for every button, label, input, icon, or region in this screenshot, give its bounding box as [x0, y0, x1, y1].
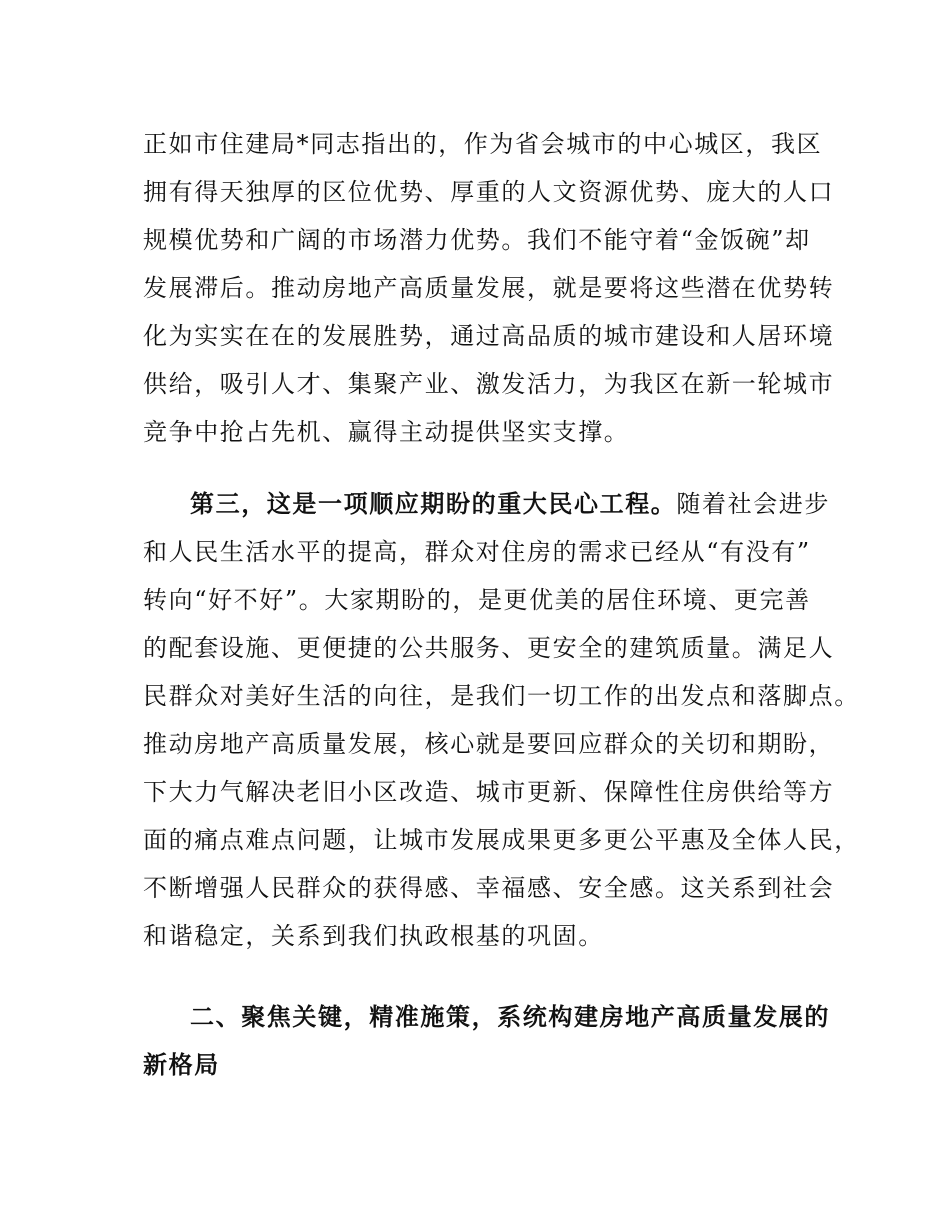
paragraph-line: 竞争中抢占先机、赢得主动提供坚实支撑。 — [143, 418, 630, 446]
paragraph-line: 民群众对美好生活的向往，是我们一切工作的出发点和落脚点。 — [143, 682, 860, 710]
section-heading-line: 二、聚焦关键，精准施策，系统构建房地产高质量发展的 — [190, 1003, 830, 1031]
paragraph-line: 转向“好不好”。大家期盼的，是更优美的居住环境、更完善 — [143, 586, 811, 614]
paragraph-line: 的配套设施、更便捷的公共服务、更安全的建筑质量。满足人 — [143, 634, 835, 662]
paragraph-line: 下大力气解决老旧小区改造、城市更新、保障性住房供给等方 — [143, 778, 835, 806]
paragraph-lead-bold: 第三，这是一项顺应期盼的重大民心工程。 — [190, 490, 677, 518]
paragraph-line: 推动房地产高质量发展，核心就是要回应群众的关切和期盼， — [143, 730, 835, 758]
paragraph-line: 拥有得天独厚的区位优势、厚重的人文资源优势、庞大的人口 — [143, 178, 835, 206]
paragraph-line: 和人民生活水平的提高，群众对住房的需求已经从“有没有” — [143, 538, 811, 566]
paragraph-line: 化为实实在在的发展胜势，通过高品质的城市建设和人居环境 — [143, 322, 835, 350]
paragraph-line: 发展滞后。推动房地产高质量发展，就是要将这些潜在优势转 — [143, 274, 835, 302]
paragraph-line: 供给，吸引人才、集聚产业、激发活力，为我区在新一轮城市 — [143, 370, 835, 398]
paragraph-line: 不断增强人民群众的获得感、幸福感、安全感。这关系到社会 — [143, 874, 835, 902]
paragraph-line: 面的痛点难点问题，让城市发展成果更多更公平惠及全体人民， — [143, 826, 860, 854]
paragraph-lead-rest: 随着社会进步 — [676, 490, 831, 518]
paragraph-line: 规模优势和广阔的市场潜力优势。我们不能守着“金饭碗”却 — [143, 226, 811, 254]
paragraph-line: 和谐稳定，关系到我们执政根基的巩固。 — [143, 922, 604, 950]
paragraph-lead-line — [190, 489, 890, 519]
section-heading-line: 新格局 — [143, 1051, 220, 1079]
paragraph-line: 正如市住建局*同志指出的，作为省会城市的中心城区，我区 — [143, 130, 823, 158]
